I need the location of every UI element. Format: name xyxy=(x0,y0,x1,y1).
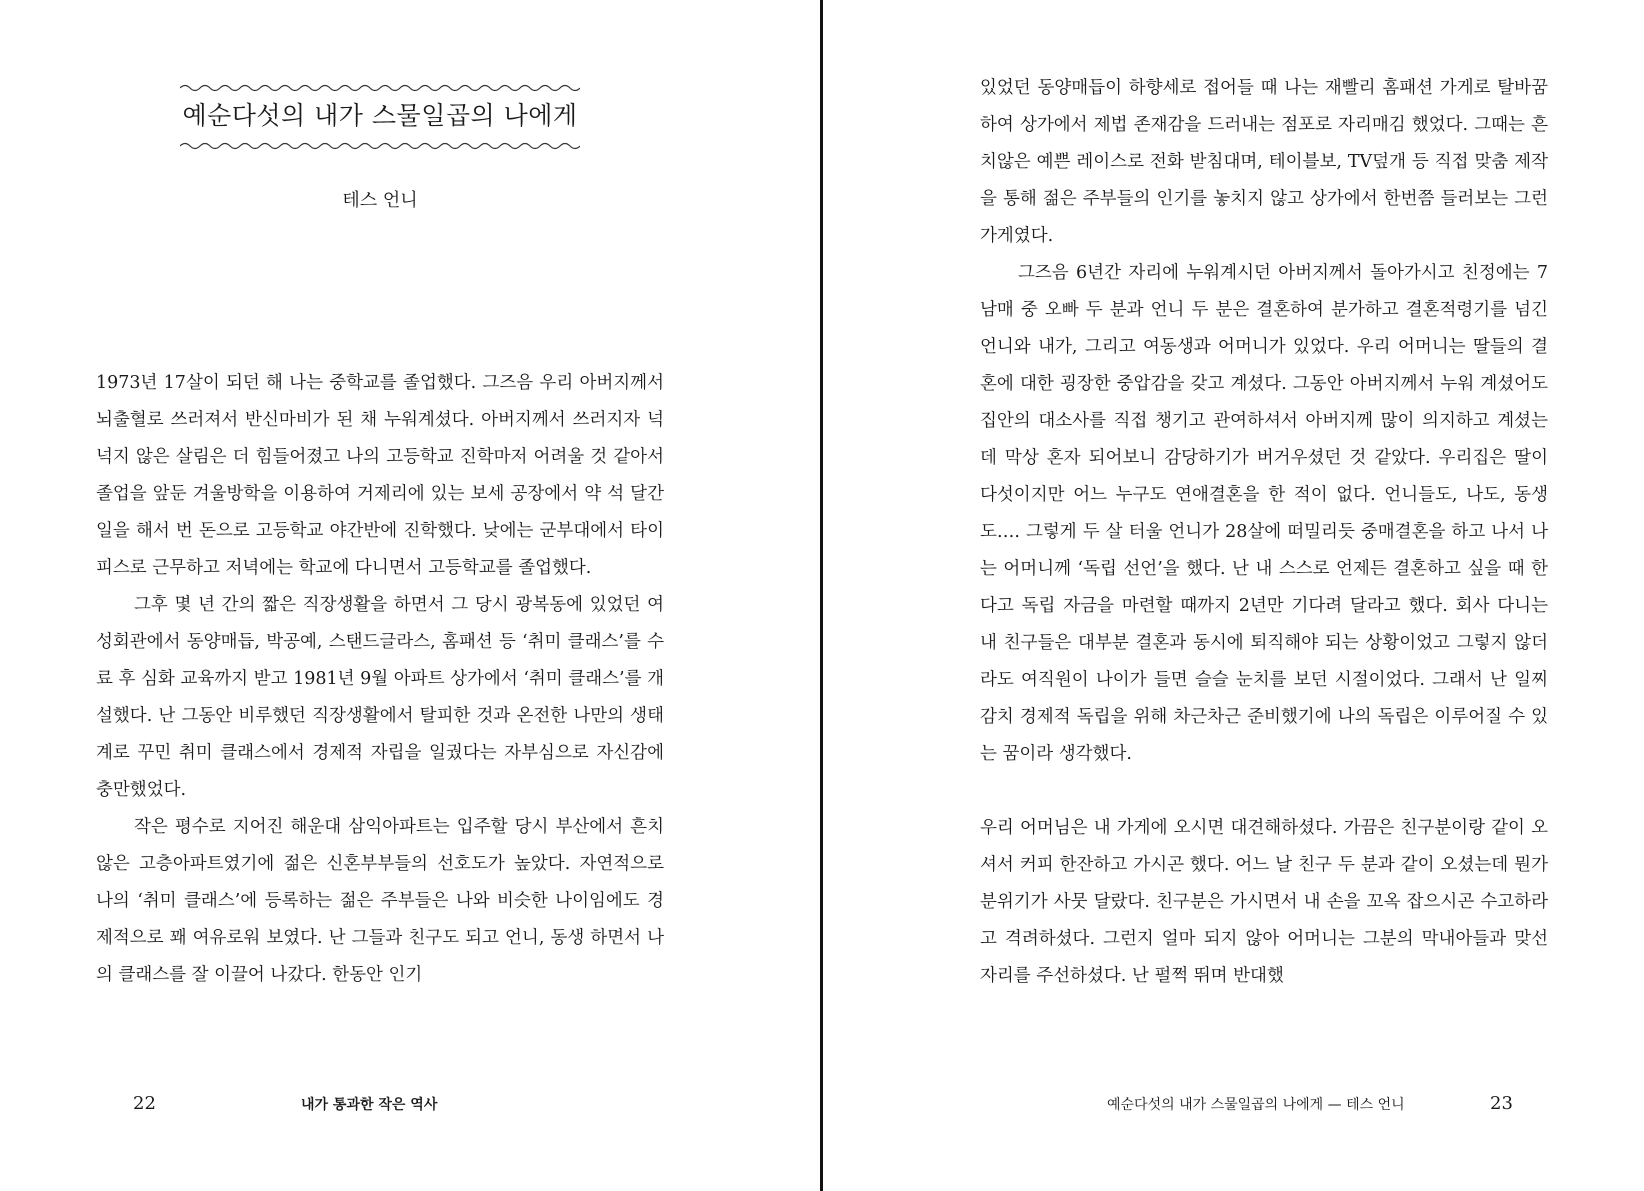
wavy-rule-top xyxy=(180,82,580,94)
author-name: 테스 언니 xyxy=(342,190,418,211)
page-number: 22 xyxy=(133,1093,156,1114)
paragraph: 있었던 동양매듭이 하향세로 접어들 때 나는 재빨리 홈패션 가게로 탈바꿈하여 상가에서 제법 존재감을 드러내는 점포로 자리매김 했었다. 그때는 흔치않은 예쁜 레이스로 전화 받침대며, 테이블보, TV덮개 등 직접 맞춤 제작을 통해 젊은 주부들의 인기를 놓치지 않고 상가에서 한번쯤 들러보는 그런 가게였다. xyxy=(980,78,1548,246)
chapter-heading xyxy=(180,82,580,152)
paragraph: 그즈음 6년간 자리에 누워계시던 아버지께서 돌아가시고 친정에는 7남매 중 오빠 두 분과 언니 두 분은 결혼하여 분가하고 결혼적령기를 넘긴 언니와 내가, 그리고 여동생과 어머니가 있었다. 우리 어머니는 딸들의 결혼에 대한 굉장한 중압감을 갖고 계셨다. 그동안 아버지께서 누워 계셨어도 집안의 대소사를 직접 챙기고 관여하셔서 아버지께 많이 의지하고 계셨는데 막상 혼자 되어보니 감당하기가 버거우셨던 것 같았다. 우리집은 딸이 다섯이지만 어느 누구도 연애결혼을 한 적이 없다. 언니들도, 나도, 동생도…. 그렇게 두 살 터울 언니가 28살에 떠밀리듯 중매결혼을 하고 나서 나는 어머니께 ‘독립 선언’을 했다. 난 내 스스로 언제든 결혼하고 싶을 때 한다고 독립 자금을 마련할 때까지 2년만 기다려 달라고 했다. 회사 다니는 내 친구들은 대부분 결혼과 동시에 퇴직해야 되는 상황이었고 그렇지 않더라도 여직원이 나이가 들면 슬슬 눈치를 보던 시절이었다. 그래서 난 일찌감치 경제적 독립을 위해 차근차근 준비했기에 나의 독립은 이루어질 수 있는 꿈이라 생각했다. xyxy=(980,263,1548,764)
running-head: 예순다섯의 내가 스물일곱의 나에게 — 테스 언니 xyxy=(1107,1097,1405,1113)
page-gutter-divider xyxy=(820,0,823,1191)
running-head: 내가 통과한 작은 역사 xyxy=(301,1097,438,1113)
right-page xyxy=(824,0,1644,1191)
wavy-rule-bottom xyxy=(180,140,580,152)
body-text-left xyxy=(96,365,664,994)
left-page xyxy=(0,0,820,1191)
paragraph: 우리 어머님은 내 가게에 오시면 대견해하셨다. 가끔은 친구분이랑 같이 오셔서 커피 한잔하고 가시곤 했다. 어느 날 친구 두 분과 같이 오셨는데 뭔가 분위기가 사뭇 달랐다. 친구분은 가시면서 내 손을 꼬옥 잡으시곤 수고하라고 격려하셨다. 그런지 얼마 되지 않아 어머니는 그분의 막내아들과 맞선 자리를 주선하셨다. 난 펄쩍 뛰며 반대했 xyxy=(980,818,1548,986)
paragraph: 작은 평수로 지어진 해운대 삼익아파트는 입주할 당시 부산에서 흔치않은 고층아파트였기에 젊은 신혼부부들의 선호도가 높았다. 자연적으로 나의 ‘취미 클래스’에 등록하는 젊은 주부들은 나와 비슷한 나이임에도 경제적으로 꽤 여유로워 보였다. 난 그들과 친구도 되고 언니, 동생 하면서 나의 클래스를 잘 이끌어 나갔다. 한동안 인기 xyxy=(96,817,664,985)
chapter-title: 예순다섯의 내가 스물일곱의 나에게 xyxy=(182,101,578,130)
paragraph: 그후 몇 년 간의 짧은 직장생활을 하면서 그 당시 광복동에 있었던 여성회관에서 동양매듭, 박공예, 스탠드글라스, 홈패션 등 ‘취미 클래스’를 수료 후 심화 교육까지 받고 1981년 9월 아파트 상가에서 ‘취미 클래스’를 개설했다. 난 그동안 비루했던 직장생활에서 탈피한 것과 온전한 나만의 생태계로 꾸민 취미 클래스에서 경제적 자립을 일궜다는 자부심으로 자신감에 충만했었다. xyxy=(96,595,664,800)
page-number: 23 xyxy=(1490,1093,1513,1114)
paragraph: 1973년 17살이 되던 해 나는 중학교를 졸업했다. 그즈음 우리 아버지께서 뇌출혈로 쓰러져서 반신마비가 된 채 누워계셨다. 아버지께서 쓰러지자 넉넉지 않은 살림은 더 힘들어졌고 나의 고등학교 진학마저 어려울 것 같아서 졸업을 앞둔 겨울방학을 이용하여 거제리에 있는 보세 공장에서 약 석 달간 일을 해서 번 돈으로 고등학교 야간반에 진학했다. 낮에는 군부대에서 타이피스로 근무하고 저녁에는 학교에 다니면서 고등학교를 졸업했다. xyxy=(96,373,664,578)
body-text-right xyxy=(980,70,1548,995)
